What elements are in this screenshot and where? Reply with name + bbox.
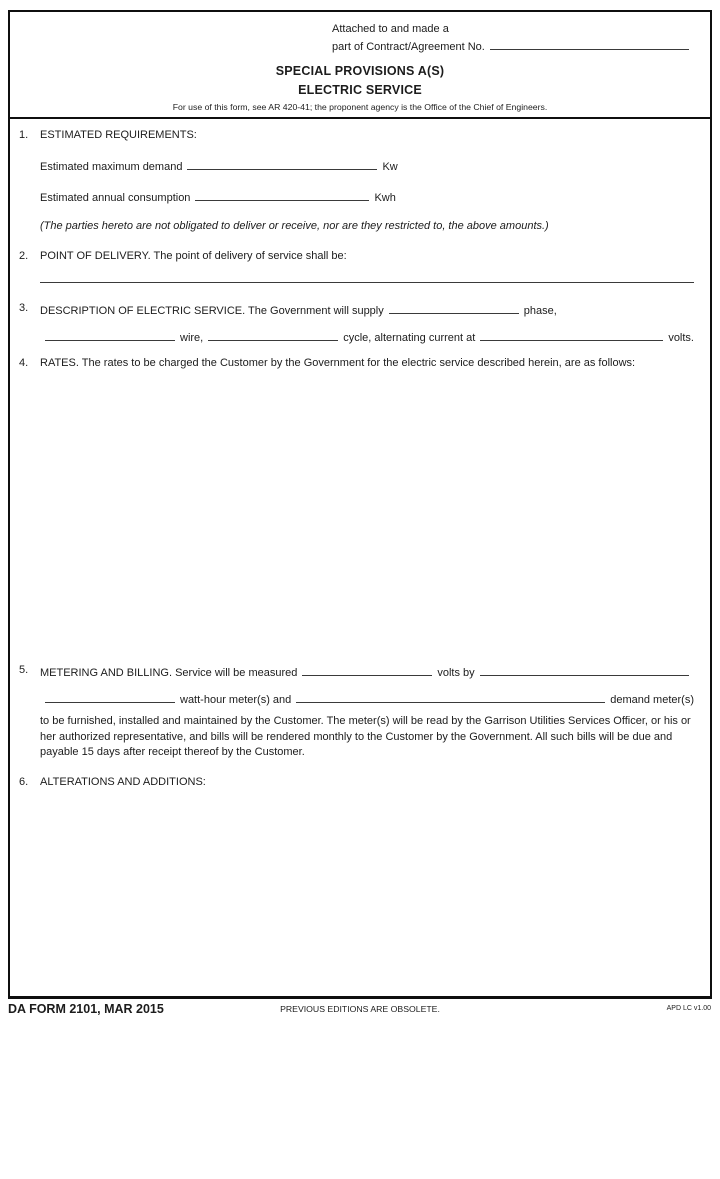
wire-input[interactable] xyxy=(45,329,175,341)
cycle-input[interactable] xyxy=(208,329,338,341)
watt-hour-meters-label: watt-hour meter(s) and xyxy=(180,694,291,706)
section-2-point-of-delivery xyxy=(10,250,710,264)
form-number: DA FORM 2101, MAR 2015 xyxy=(8,1002,164,1016)
section-5-number: 5. xyxy=(19,664,28,678)
attached-line1: Attached to and made a xyxy=(332,21,694,38)
section-6-alterations-and-additions xyxy=(10,776,710,1179)
section-1-heading: ESTIMATED REQUIREMENTS: xyxy=(40,129,197,141)
section-3-line2 xyxy=(10,329,710,344)
contract-agreement-no-input[interactable] xyxy=(490,38,689,50)
contract-agreement-no-label: part of Contract/Agreement No. xyxy=(332,39,485,56)
section-1-estimated-requirements xyxy=(10,129,710,233)
section-5-line2 xyxy=(10,691,710,706)
section-4-rates xyxy=(10,357,710,517)
cycle-alternating-current-label: cycle, alternating current at xyxy=(343,332,475,344)
form-header xyxy=(10,12,710,119)
estimated-annual-consumption-unit: Kwh xyxy=(374,192,395,206)
section-5-body-text: to be furnished, installed and maintained by the Customer. The meter(s) will be read by the Garrison Utilities Services Officer, or his or her authorized representative, and bills will be rendered monthly to the Customer by the Government. All such bills will be due and payable 15 days after receipt thereof by the Customer. xyxy=(40,714,694,761)
volts-by-label: volts by xyxy=(437,667,474,681)
section-5-body-wrap xyxy=(10,714,710,761)
form-authority-note: For use of this form, see AR 420-41; the proponent agency is the Office of the Chief of Engineers. xyxy=(10,102,710,112)
section-3-lead: DESCRIPTION OF ELECTRIC SERVICE. The Government will supply xyxy=(40,305,384,317)
volts-label: volts. xyxy=(668,332,694,344)
section-4-number: 4. xyxy=(19,357,28,371)
estimated-max-demand-label: Estimated maximum demand xyxy=(40,161,182,175)
volts-by-input[interactable] xyxy=(480,664,689,676)
point-of-delivery-input[interactable] xyxy=(40,282,694,283)
wire-label: wire, xyxy=(180,332,203,344)
volts-input[interactable] xyxy=(480,329,663,341)
apd-version: APD LC v1.00 xyxy=(667,1005,711,1012)
demand-meters-label: demand meter(s) xyxy=(610,694,694,706)
measured-volts-input[interactable] xyxy=(302,664,432,676)
estimated-annual-consumption-input[interactable] xyxy=(195,189,369,201)
section-3-number: 3. xyxy=(19,302,28,316)
form-border-box xyxy=(8,10,712,999)
section-1-parenthetical-note: (The parties hereto are not obligated to deliver or receive, nor are they restricted to, the above amounts.) xyxy=(40,220,694,234)
demand-meters-input[interactable] xyxy=(296,691,605,703)
section-2-number: 2. xyxy=(19,250,28,264)
previous-editions-note: PREVIOUS EDITIONS ARE OBSOLETE. xyxy=(0,1004,720,1014)
section-6-heading: ALTERATIONS AND ADDITIONS: xyxy=(40,776,206,788)
alterations-entry-area[interactable] xyxy=(40,789,694,1179)
section-5-lead-text: METERING AND BILLING. Service will be measured xyxy=(40,667,297,681)
section-5-metering-and-billing xyxy=(10,664,710,681)
section-4-heading: RATES. The rates to be charged the Customer by the Government for the electric service described herein, are as follows: xyxy=(40,357,635,369)
estimated-annual-consumption-label: Estimated annual consumption xyxy=(40,192,190,206)
watt-hour-meters-input[interactable] xyxy=(45,691,175,703)
point-of-delivery-row xyxy=(10,282,710,283)
section-5-line1 xyxy=(40,664,694,681)
form-title-line2: ELECTRIC SERVICE xyxy=(10,83,710,97)
phase-label: phase, xyxy=(524,305,557,317)
section-6-number: 6. xyxy=(19,776,28,790)
page-footer xyxy=(0,1001,720,1024)
attached-line2 xyxy=(332,38,694,56)
estimated-max-demand-row xyxy=(40,158,694,175)
phase-input[interactable] xyxy=(389,302,519,314)
section-3-description-electric-service xyxy=(10,302,710,319)
estimated-annual-consumption-row xyxy=(40,189,694,206)
section-1-number: 1. xyxy=(19,129,28,143)
rates-entry-area[interactable] xyxy=(40,371,694,517)
estimated-max-demand-unit: Kw xyxy=(382,161,397,175)
attached-block xyxy=(332,21,694,55)
section-2-heading: POINT OF DELIVERY. The point of delivery of service shall be: xyxy=(40,250,347,262)
estimated-max-demand-input[interactable] xyxy=(187,158,377,170)
form-title-line1: SPECIAL PROVISIONS A(S) xyxy=(10,64,710,78)
